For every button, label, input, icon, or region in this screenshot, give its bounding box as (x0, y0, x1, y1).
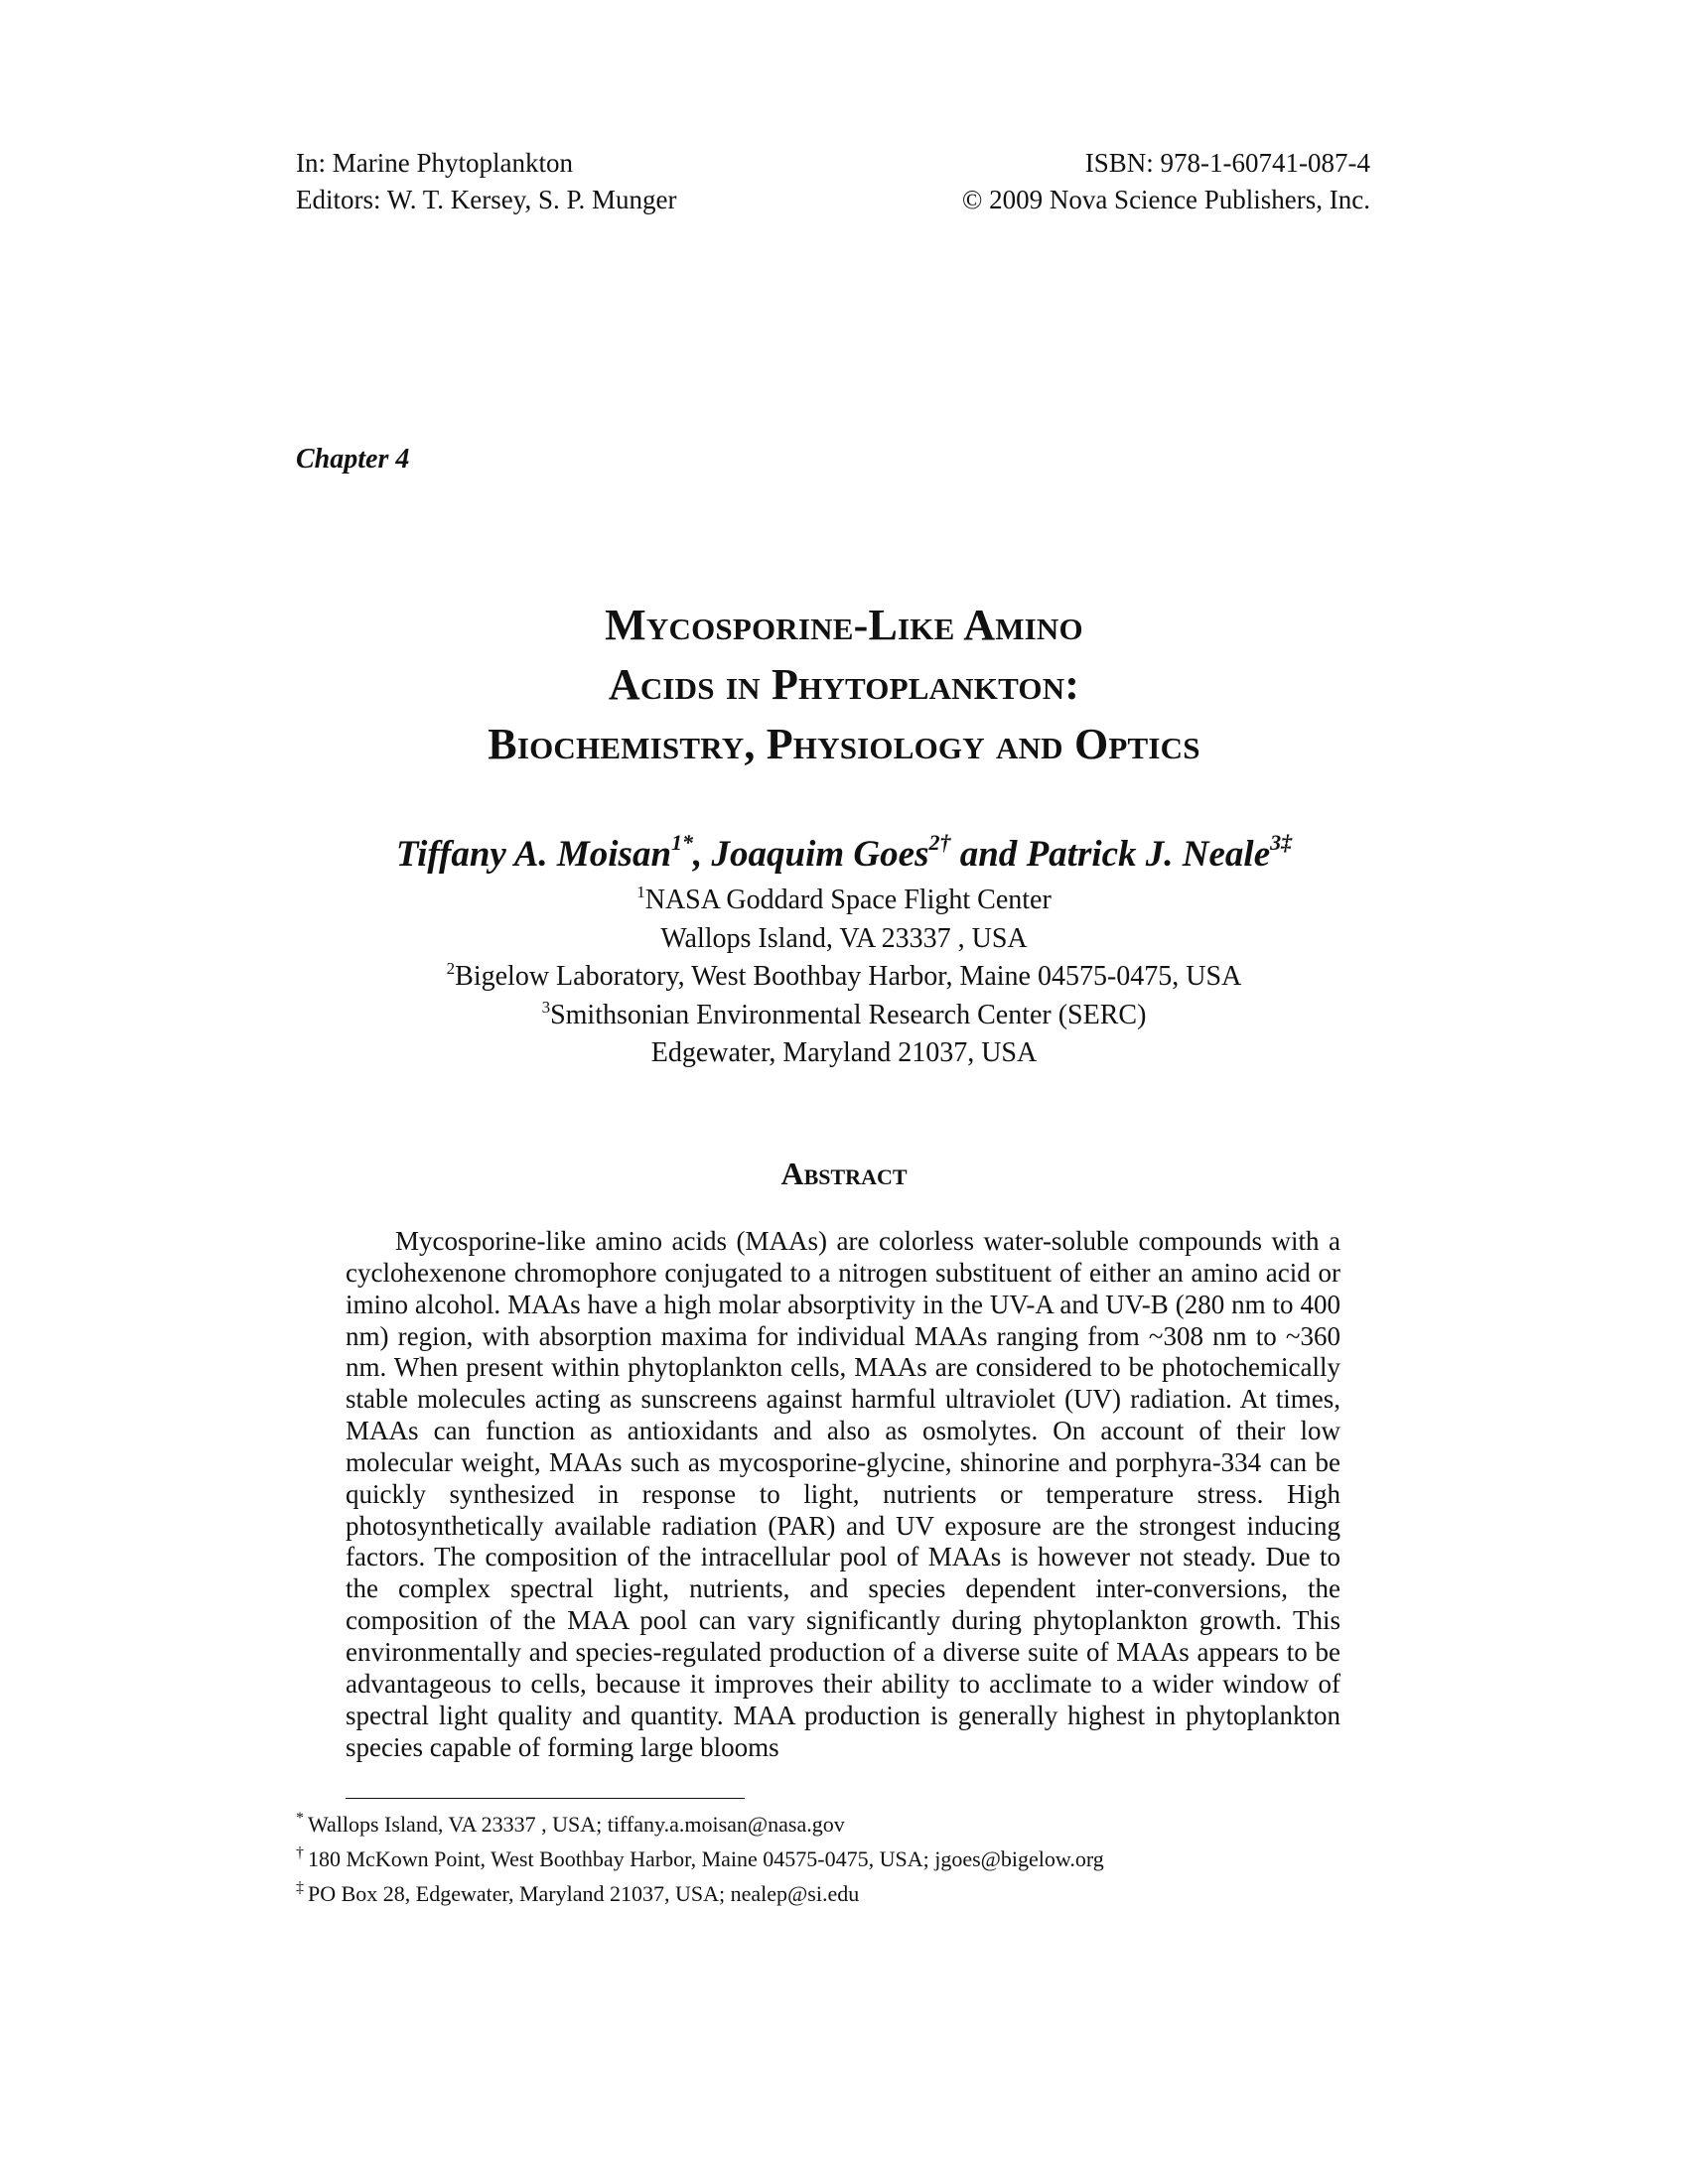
chapter-label: Chapter 4 (296, 444, 410, 475)
footnote-mark: † (296, 1844, 304, 1861)
affiliation-line (0, 1034, 1688, 1073)
title-line: Biochemistry, Physiology and Optics (488, 720, 1200, 768)
affiliation-text: Edgewater, Maryland 21037, USA (650, 1037, 1038, 1068)
footnote-text: PO Box 28, Edgewater, Maryland 21037, USA; nealep@si.edu (308, 1881, 860, 1906)
isbn: ISBN: 978-1-60741-087-4 (1084, 148, 1370, 178)
affiliations (0, 882, 1688, 1073)
affiliation-text: Smithsonian Environmental Research Center (SERC) (550, 999, 1147, 1030)
affiliation-line (0, 920, 1688, 959)
author-name: Patrick J. Neale (1026, 834, 1271, 875)
affiliation-text: NASA Goddard Space Flight Center (644, 885, 1052, 915)
editors: Editors: W. T. Kersey, S. P. Munger (296, 185, 677, 214)
book-title: In: Marine Phytoplankton (296, 148, 573, 178)
footnote-divider (346, 1798, 745, 1799)
author-mark: 3‡ (1270, 830, 1293, 855)
title-line: Mycosporine-Like Amino (605, 601, 1083, 649)
affiliation-line (0, 958, 1688, 997)
footnote-text: Wallops Island, VA 23337 , USA; tiffany.a.moisan@nasa.gov (308, 1812, 845, 1837)
author-list (0, 832, 1688, 878)
abstract-heading: Abstract (780, 1156, 908, 1191)
affiliation-text: Bigelow Laboratory, West Boothbay Harbor, Maine 04575-0475, USA (455, 961, 1242, 992)
author-name: Joaquim Goes (711, 834, 929, 875)
affiliation-mark: 1 (636, 883, 645, 901)
footnote (296, 1876, 1104, 1911)
abstract-text: Mycosporine-like amino acids (MAAs) are colorless water-soluble compounds with a cyclohexenone chromophore conjugated to a nitrogen substituent of either an amino acid or imino alcohol. MAAs have a high molar absorptivity in the UV-A and UV-B (280 nm to 400 nm) region, with absorption maxima for individual MAAs ranging from ~308 nm to ~360 nm. When present within phytoplankton cells, MAAs are considered to be photochemically stable molecules acting as sunscreens against harmful ultraviolet (UV) radiation. At times, MAAs can function as antioxidants and also as osmolytes. On account of their low molecular weight, MAAs such as mycosporine-glycine, shinorine and porphyra-334 can be quickly synthesized in response to light, nutrients or temperature stress. High photosynthetically available radiation (PAR) and UV exposure are the strongest inducing factors. The composition of the intracellular pool of MAAs is however not steady. Due to the complex spectral light, nutrients, and species dependent inter-conversions, the composition of the MAA pool can vary significantly during phytoplankton growth. This environmentally and species-regulated production of a diverse suite of MAAs appears to be advantageous to cells, because it improves their ability to acclimate to a wider window of spectral light quality and quantity. MAA production is generally highest in phytoplankton species capable of forming large blooms (346, 1226, 1340, 1762)
author-separator: and (950, 834, 1027, 875)
footnote-mark: * (296, 1810, 304, 1827)
author-name: Tiffany A. Moisan (395, 834, 672, 875)
affiliation-text: Wallops Island, VA 23337 , USA (660, 922, 1028, 954)
affiliation-mark: 3 (541, 997, 551, 1017)
footnote-mark: ‡ (296, 1879, 304, 1896)
affiliation-mark: 2 (446, 959, 456, 978)
header-left (296, 145, 677, 218)
footnote (296, 1842, 1104, 1876)
author-mark: 2† (928, 830, 951, 855)
affiliation-line (0, 997, 1688, 1035)
author-separator: , (693, 834, 712, 875)
footnote-text: 180 McKown Point, West Boothbay Harbor, Maine 04575-0475, USA; jgoes@bigelow.org (308, 1846, 1104, 1871)
author-mark: 1* (671, 830, 694, 855)
header-right (962, 145, 1370, 218)
title-line: Acids in Phytoplankton: (608, 660, 1080, 709)
paper-title (0, 596, 1688, 774)
footnote (296, 1807, 1104, 1842)
copyright: © 2009 Nova Science Publishers, Inc. (961, 185, 1370, 214)
footnotes (296, 1807, 1104, 1911)
affiliation-line (0, 882, 1688, 920)
